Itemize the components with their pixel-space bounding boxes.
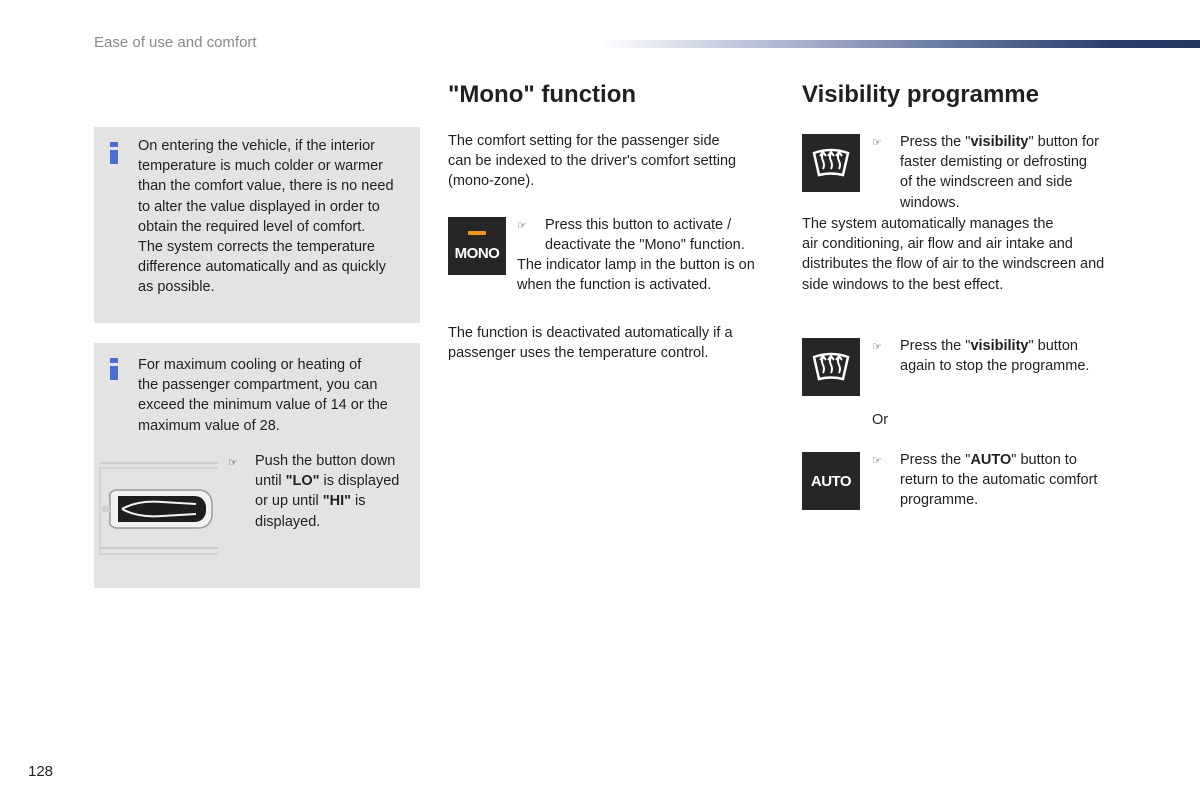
mono-lamp-note: The indicator lamp in the button is on when the function is activated.: [517, 257, 755, 294]
visibility-heading: Visibility programme: [802, 81, 1039, 108]
pointing-hand-icon: ☞: [517, 220, 527, 232]
mono-button-label: MONO: [454, 244, 500, 262]
mono-step: Press this button to activate / deactivate the "Mono" function.: [545, 217, 745, 254]
visibility-system-note: The system automatically manages the air conditioning, air flow and air intake and distributes the flow of air to the windscreen and side windows to the best effect.: [802, 216, 1105, 293]
mono-button[interactable]: [448, 217, 506, 275]
auto-button[interactable]: [802, 452, 860, 510]
pointing-hand-icon: ☞: [872, 137, 882, 149]
pointing-hand-icon: ☞: [872, 455, 882, 467]
section-title: Ease of use and comfort: [94, 34, 257, 51]
visibility-step-2: Press the "visibility" button again to stop the programme.: [900, 338, 1090, 375]
info-box-temperature-limits: [94, 343, 420, 588]
dial-instruction: Push the button down until "LO" is displayed or up until "HI" is displayed.: [255, 453, 400, 530]
temperature-dial-illustration: [98, 460, 220, 560]
windscreen-demist-icon: [809, 349, 853, 385]
info-text: For maximum cooling or heating of the passenger compartment, you can exceed the minimum value of 14 or the maximum value of 28.: [138, 357, 388, 434]
mono-indicator-lamp: [468, 231, 486, 235]
page-number: 128: [28, 763, 54, 780]
pointing-hand-icon: ☞: [228, 457, 238, 469]
windscreen-demist-icon: [809, 145, 853, 181]
info-icon: [110, 358, 118, 380]
visibility-button[interactable]: [802, 134, 860, 192]
mono-heading: "Mono" function: [448, 81, 637, 108]
info-box-comfort: [94, 127, 420, 323]
or-separator: Or: [872, 412, 889, 428]
mono-intro: The comfort setting for the passenger side can be indexed to the driver's comfort setting (mono-zone).: [448, 133, 737, 190]
info-text: On entering the vehicle, if the interior temperature is much colder or warmer than the comfort value, there is no need to alter the value displayed in order to obtain the required level of comfort. The system corrects the temperature difference automatically and as quickly as possible.: [138, 138, 394, 296]
auto-button-label: AUTO: [810, 472, 852, 490]
header-gradient-bar: [600, 40, 1200, 48]
info-icon: [110, 142, 118, 164]
visibility-step-3: Press the "AUTO" button to return to the automatic comfort programme.: [900, 452, 1098, 509]
mono-deactivation-note: The function is deactivated automatically if a passenger uses the temperature control.: [448, 325, 733, 362]
pointing-hand-icon: ☞: [872, 341, 882, 353]
visibility-step-1: Press the "visibility" button for faster demisting or defrosting of the windscreen and side windows.: [900, 134, 1099, 211]
visibility-button[interactable]: [802, 338, 860, 396]
